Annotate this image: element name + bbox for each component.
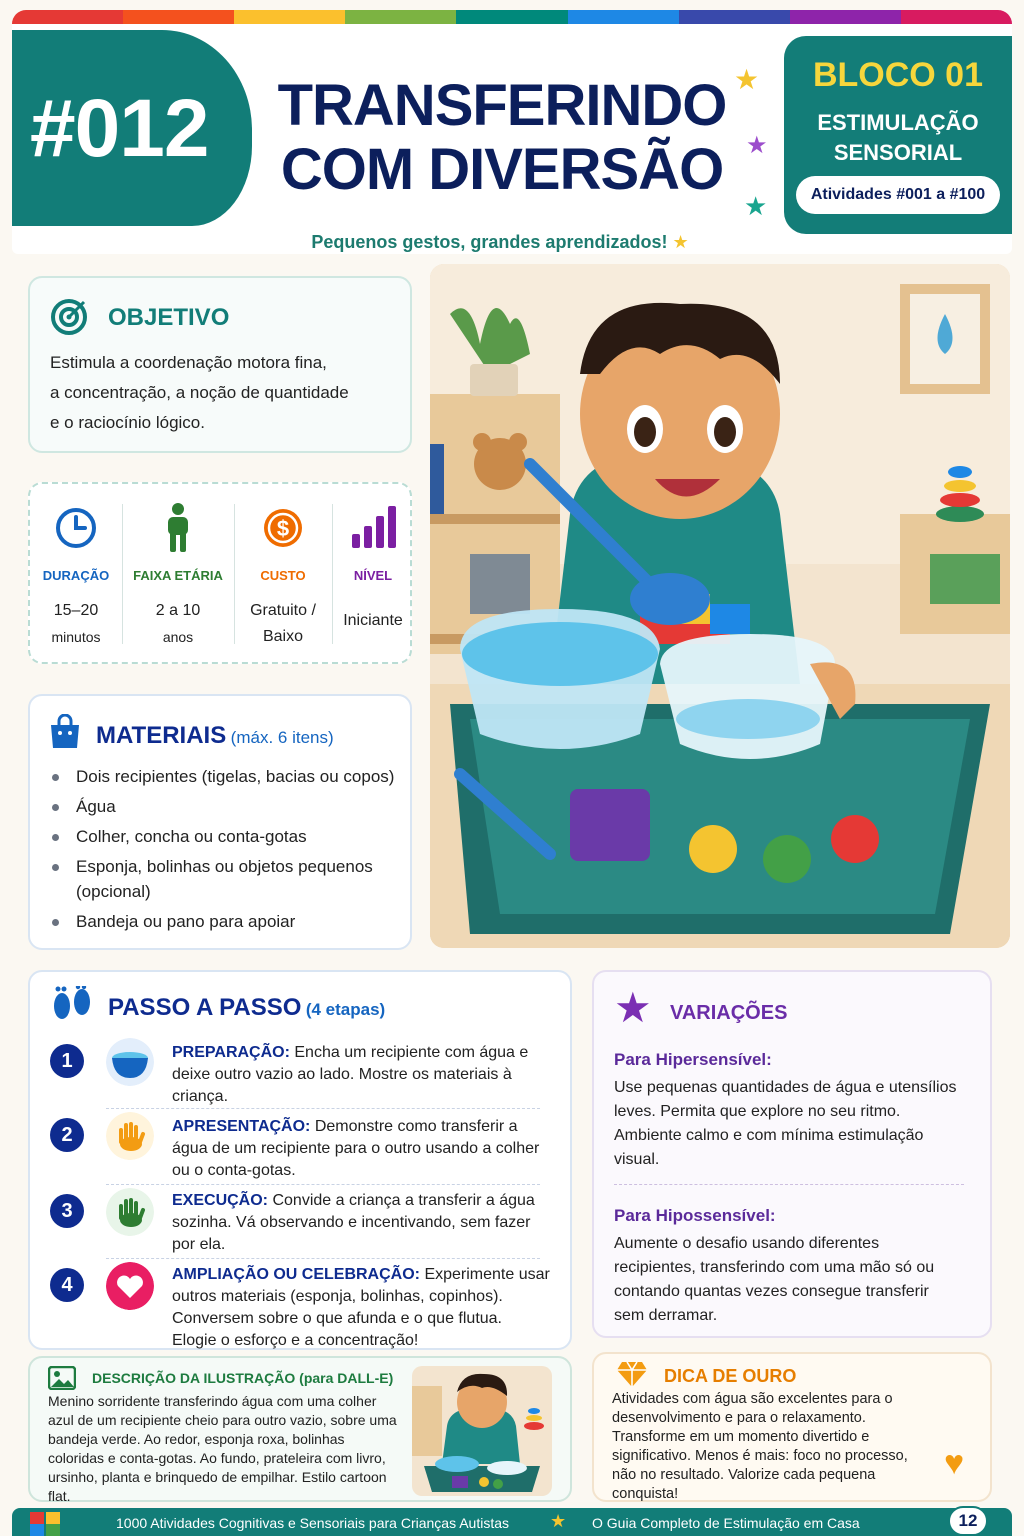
title-line-2: COM DIVERSÃO bbox=[280, 137, 724, 202]
step-number: 3 bbox=[50, 1194, 84, 1228]
list-item: Esponja, bolinhas ou objetos pequenos (opcional) bbox=[30, 854, 410, 904]
stat-value-1: Gratuito / bbox=[250, 602, 316, 619]
stat-value bbox=[234, 598, 332, 650]
coin-icon bbox=[261, 506, 305, 550]
star-icon: ★ bbox=[746, 132, 768, 159]
boy-water-transfer-illustration bbox=[430, 264, 1010, 948]
objetivo-title: OBJETIVO bbox=[108, 304, 230, 331]
step-head: PREPARAÇÃO: bbox=[172, 1044, 290, 1061]
objetivo-line: Estimula a coordenação motora fina, bbox=[50, 353, 327, 372]
step-body: Encha um recipiente com água e deixe outro vazio ao lado. Mostre os materiais à criança. bbox=[172, 1044, 529, 1105]
hiper-title: Para Hipersensível: bbox=[614, 1050, 772, 1069]
stat-nivel bbox=[332, 484, 414, 666]
clock-icon bbox=[54, 506, 98, 550]
stat-label: CUSTO bbox=[260, 568, 306, 583]
target-icon bbox=[50, 296, 90, 336]
stat-value-2: Baixo bbox=[262, 628, 304, 645]
list-item: Água bbox=[30, 794, 410, 819]
objetivo-line: e o raciocínio lógico. bbox=[50, 413, 205, 432]
objetivo-card bbox=[28, 276, 412, 453]
bowl-icon bbox=[106, 1038, 154, 1086]
svg-text:$: $ bbox=[276, 516, 290, 541]
descricao-note: (para DALL-E) bbox=[299, 1370, 394, 1386]
stat-value-2: anos bbox=[162, 629, 194, 645]
step-body: Convide a criança a transferir a água sozinha. Vá observando e incentivando, sem fazer por ela. bbox=[172, 1192, 535, 1253]
passo-note: (4 etapas) bbox=[305, 1000, 386, 1019]
materiais-heading bbox=[96, 722, 334, 750]
stat-duracao bbox=[30, 484, 122, 666]
hipo-title: Para Hipossensível: bbox=[614, 1206, 776, 1225]
stat-value-1: Iniciante bbox=[343, 612, 403, 629]
bloco-range: Atividades #001 a #100 bbox=[796, 176, 1000, 214]
materiais-list bbox=[30, 764, 410, 934]
star-icon: ★ bbox=[734, 64, 760, 95]
heart-icon bbox=[106, 1262, 154, 1310]
dica-text: Atividades com água são excelentes para o desenvolvimento e para o relaxamento. Transforme em um momento divertido e significativo. Menos é mais: foco no processo, não no resultado. Valorize cada pequena conquista! bbox=[612, 1391, 908, 1502]
passo-a-passo-card bbox=[28, 970, 572, 1350]
dica-card bbox=[592, 1352, 992, 1502]
diamond-icon bbox=[616, 1360, 648, 1388]
descricao-title: DESCRIÇÃO DA ILUSTRAÇÃO bbox=[92, 1370, 296, 1386]
puzzle-icon bbox=[28, 1508, 64, 1536]
footer-right-text: O Guia Completo de Estimulação em Casa bbox=[592, 1515, 860, 1531]
step-head: APRESENTAÇÃO: bbox=[172, 1118, 311, 1135]
stat-label: NÍVEL bbox=[353, 568, 393, 583]
passo-heading bbox=[108, 994, 385, 1022]
footer-left-text: 1000 Atividades Cognitivas e Sensoriais para Crianças Autistas bbox=[116, 1515, 509, 1531]
thumbnail-illustration bbox=[412, 1366, 552, 1496]
stat-value-1: 2 a 10 bbox=[155, 602, 201, 619]
stat-value-2: minutos bbox=[51, 629, 101, 645]
page-subtitle bbox=[240, 232, 760, 253]
list-item: Bandeja ou pano para apoiar bbox=[30, 909, 410, 934]
stat-value bbox=[30, 598, 122, 650]
step-text bbox=[172, 1116, 544, 1182]
step-body: Demonstre como transferir a água de um recipiente para o outro usando a colher ou o conta-gotas. bbox=[172, 1118, 540, 1179]
stat-value bbox=[332, 608, 414, 634]
stat-label: DURAÇÃO bbox=[42, 568, 110, 583]
bloco-subtitle bbox=[784, 108, 1012, 168]
stat-label: FAIXA ETÁRIA bbox=[133, 568, 223, 583]
bars-icon bbox=[350, 504, 396, 550]
bloco-title: BLOCO 01 bbox=[812, 56, 984, 94]
hipo-text: Aumente o desafio usando diferentes recipientes, transferindo com uma mão só ou contando quantas vezes consegue transferir sem derramar. bbox=[614, 1235, 935, 1324]
person-icon bbox=[162, 502, 194, 554]
objetivo-text bbox=[50, 348, 400, 438]
star-icon: ★ bbox=[672, 232, 689, 252]
page-title bbox=[262, 74, 742, 202]
step-head: EXECUÇÃO: bbox=[172, 1192, 269, 1209]
descricao-text: Menino sorridente transferindo água com uma colher azul de um recipiente cheio para outro vazio, sobre uma bandeja verde. Ao redor, esponja roxa, bolinhas coloridas e conta-gotas. Ao fundo, prateleira com livro, ursinho, planta e brinquedo de empilhar. Estilo cartoon flat. bbox=[48, 1393, 397, 1504]
step-text bbox=[172, 1190, 544, 1256]
title-line-1: TRANSFERINDO bbox=[277, 73, 727, 138]
step-text bbox=[172, 1042, 544, 1108]
star-icon: ★ bbox=[614, 984, 652, 1031]
footprints-icon bbox=[50, 986, 96, 1026]
list-item: Colher, concha ou conta-gotas bbox=[30, 824, 410, 849]
list-item: Dois recipientes (tigelas, bacias ou copos) bbox=[30, 764, 410, 789]
green-hand-icon bbox=[106, 1188, 154, 1236]
heart-icon: ♥ bbox=[944, 1444, 965, 1482]
bloco-sub-line-1: ESTIMULAÇÃO bbox=[817, 110, 979, 135]
descricao-heading bbox=[92, 1370, 393, 1386]
stat-faixa-etaria bbox=[122, 484, 234, 666]
dica-title: DICA DE OURO bbox=[664, 1366, 797, 1386]
step-text bbox=[172, 1264, 550, 1352]
bloco-sub-line-2: SENSORIAL bbox=[833, 140, 963, 165]
subtitle-text: Pequenos gestos, grandes aprendizados! bbox=[311, 232, 668, 252]
step-head: AMPLIAÇÃO OU CELEBRAÇÃO: bbox=[172, 1266, 420, 1283]
stat-value-1: 15–20 bbox=[53, 602, 99, 619]
objetivo-line: a concentração, a noção de quantidade bbox=[50, 383, 349, 402]
materiais-card bbox=[28, 694, 412, 950]
page-number: 12 bbox=[948, 1506, 988, 1536]
stat-custo bbox=[234, 484, 332, 666]
materiais-note: (máx. 6 itens) bbox=[230, 728, 334, 747]
star-icon: ★ bbox=[744, 191, 768, 221]
step-body: Experimente usar outros materiais (esponja, bolinhas, copinhos). Conversem sobre o que afunda e o que flutua. Elogie o esforço e a concentração! bbox=[172, 1266, 550, 1349]
step-number: 1 bbox=[50, 1044, 84, 1078]
variacoes-card bbox=[592, 970, 992, 1338]
hiper-text: Use pequenas quantidades de água e utensílios leves. Permita que explore no seu ritmo. Ambiente calmo e com mínima estimulação visual. bbox=[614, 1079, 957, 1168]
image-icon bbox=[48, 1366, 76, 1390]
main-illustration bbox=[430, 264, 1010, 948]
stats-card bbox=[28, 482, 412, 664]
descricao-card bbox=[28, 1356, 572, 1502]
stat-value bbox=[122, 598, 234, 650]
step-number: 4 bbox=[50, 1268, 84, 1302]
shopping-bag-icon bbox=[48, 714, 82, 750]
step-number: 2 bbox=[50, 1118, 84, 1152]
variacoes-title: VARIAÇÕES bbox=[670, 1002, 788, 1024]
activity-number: #012 bbox=[30, 83, 209, 174]
materiais-title: MATERIAIS bbox=[96, 722, 227, 749]
passo-title: PASSO A PASSO bbox=[108, 994, 302, 1021]
star-icon: ★ bbox=[550, 1511, 567, 1531]
hand-icon bbox=[106, 1112, 154, 1160]
